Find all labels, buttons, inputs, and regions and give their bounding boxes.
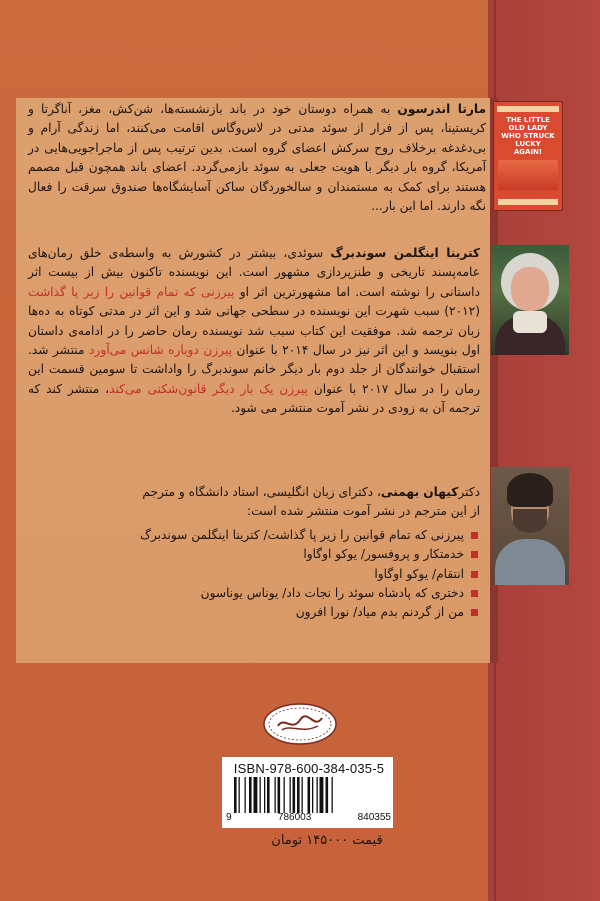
translator-text: ، دکترای زبان انگلیسی، استاد دانشگاه و مترجم [142,485,381,499]
isbn-label: ISBN-978-600-384-035-5 [233,761,385,776]
translator-name: کیهان بهمنی [380,485,459,499]
publisher-logo [262,702,338,746]
character-name: مارتا اندرسون [397,102,487,116]
author-bio-text-d: ، منتشر کند که ترجمه آن به زودی در نشر آموت منتشر می شود. [28,381,480,416]
list-item: دختری که پادشاه سوئد را نجات داد/ یوناس یوناسون [28,584,480,603]
barcode-bar [302,777,303,813]
author-bio-text-a: سوئدی، بیشتر در کشورش به واسطه‌ی خلق رمان‌های عامه‌پسند تاریخی و طنزپردازی مشهور است. این نویسنده تاکنون بیش از بیست اثر داستانی را نوشته است. اما مشهورترین اثر او [28,246,480,299]
translator-line [28,483,480,502]
barcode-bar [278,777,281,813]
thumb-title: THE LITTLE OLD LADY WHO STRUCK LUCKY AGAIN! [501,116,555,156]
photo-hair [507,473,553,507]
author-bio [28,244,480,419]
barcode-bar [254,777,258,813]
translator-book-list [28,526,480,623]
barcode-bar [308,777,311,813]
price-label: قیمت ۱۴۵۰۰۰ تومان [271,833,383,848]
barcode-bar [284,777,285,813]
barcode-bar [234,777,237,813]
translator-prefix: دکتر [458,485,480,499]
barcode-bar [275,777,276,813]
photo-face [511,267,549,311]
barcode-numbers [226,812,391,823]
barcode-digit-lead: 9 [226,812,232,823]
list-item: انتقام/ یوکو اوگاوا [28,565,480,584]
book-title-1: پیرزنی که تمام قوانین را زیر پا گذاشت [28,284,235,299]
barcode-bar [264,777,265,813]
barcode-digit-left: 786003 [277,812,312,823]
photo-body [495,539,565,585]
author-bio-text-c: منتشر شد. استقبال خوانندگان از جلد دوم بار دیگر خانم سوندبرگ را واداشت تا سومین قسمت این رمان را در سال ۲۰۱۷ با عنوان [28,343,480,396]
thumb-bottom-band [498,199,558,205]
barcode-bar [267,777,270,813]
barcode-bar [245,777,246,813]
translator-books-intro: از این مترجم در نشر آموت منتشر شده است: [246,504,480,519]
photo-scarf [513,311,547,333]
author-photo [491,245,569,355]
barcode-bar [249,777,252,813]
barcode-bar [297,777,300,813]
list-item: خدمتکار و پروفسور/ یوکو اوگاوا [28,545,480,564]
barcode-bar [320,777,324,813]
barcode-digit-right: 840355 [357,812,391,823]
book-cover-thumbnail [493,101,563,211]
barcode-bar [239,777,240,813]
list-item: پیرزنی که تمام قوانین را زیر پا گذاشت/ کترینا اینگلمن سوندبرگ [28,526,480,545]
barcode-bar [332,777,333,813]
list-item: من از گردنم بدم میاد/ نورا افرون [28,603,480,622]
author-bio-text-b: (۲۰۱۲) سبب شهرت این نویسنده در سطحی جهانی شد و این اثر در مدتی کوتاه به ده‌ها زبان ترجمه شد. موفقیت این کتاب سبب شد نویسنده رمان حاضر را در ادامه‌ی داستان اول بنویسد و این اثر نیز در سال ۲۰۱۴ با عنوان [28,304,480,358]
thumb-illustration [498,160,558,190]
translator-photo [491,467,569,585]
thumb-top-band [497,106,559,112]
photo-beard [513,509,547,533]
barcode-icon [232,777,382,817]
barcode-bar [326,777,329,813]
barcode-bar [290,777,291,813]
barcode-bar [312,777,313,813]
book-title-2: پیرزن دوباره شانس می‌آورد [89,343,232,358]
synopsis-text: به همراه دوستان خود در باند بازنشسته‌ها، شن‌کش، مغز، آناگرتا و کریستینا، پس از فرار از سوئد مدتی در لاس‌وگاس اقامت می‌کنند، اما زندگی آرام و بی‌دغدغه برخلاف روح سرکش اعضای گروه است. بدین ترتیب پس از ماجراجویی‌هایی در آمریکا، گروه بار دیگر با هویت جعلی به سوئد بازمی‌گردد. اعضای باند همچون قبل مصمم هستند برای کمک به مستمندان و سالخوردگان ساکن آسایشگاه‌ها صندوق سرقت را فعال نگه دارند. اما این بار... [28,102,486,214]
barcode-bar [260,777,261,813]
synopsis-paragraph [28,100,486,216]
book-title-3: پیرزن یک بار دیگر قانون‌شکنی می‌کند [109,381,308,396]
translator-bio [28,483,480,623]
barcode-bar [293,777,296,813]
author-name: کترینا اینگلمن سوندبرگ [330,246,481,260]
barcode-bar [317,777,318,813]
